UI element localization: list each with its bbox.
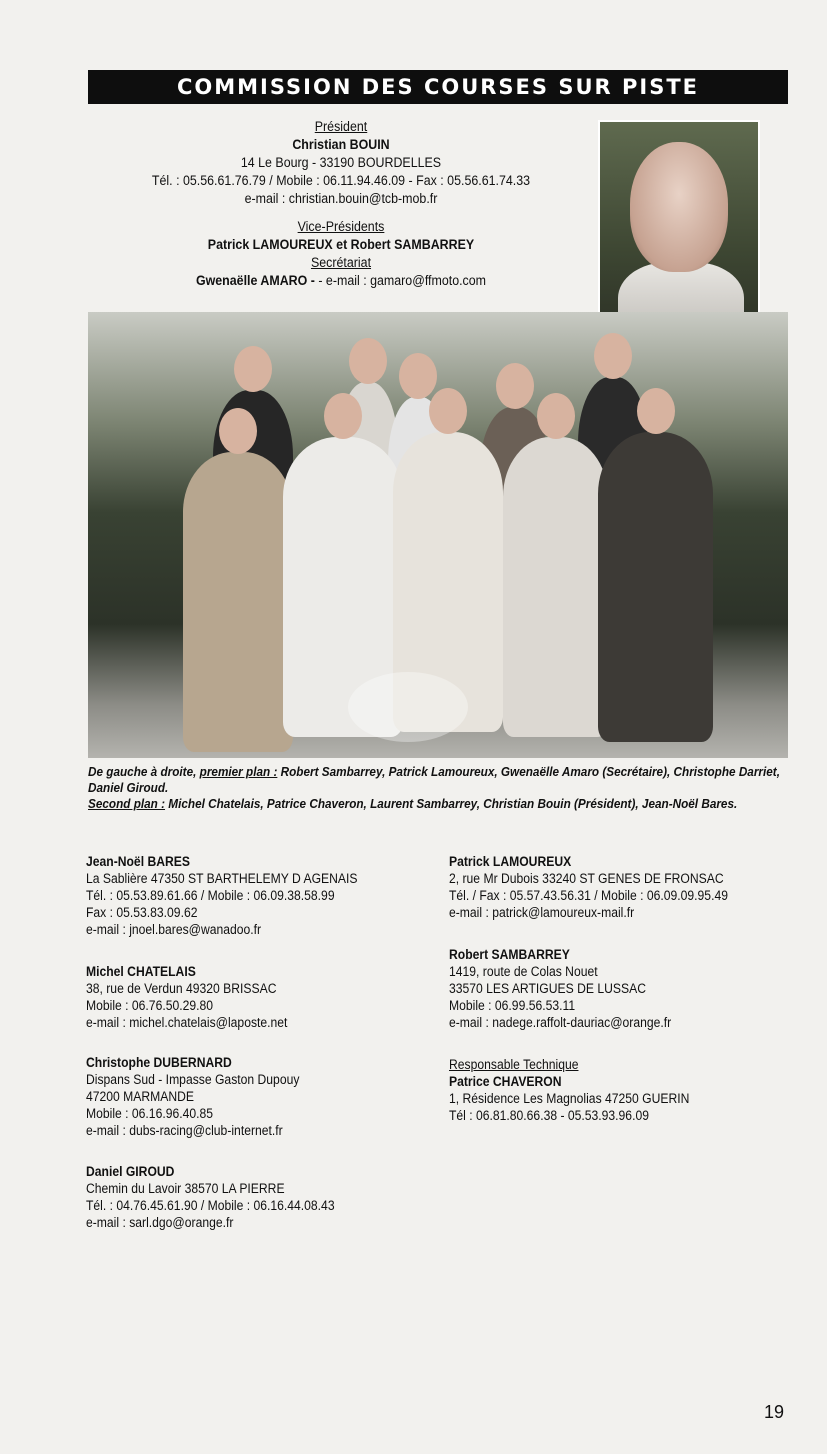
technical-address: 1, Résidence Les Magnolias 47250 GUERIN — [449, 1091, 690, 1106]
president-phones: Tél. : 05.56.61.76.79 / Mobile : 06.11.94.46.09 - Fax : 05.56.61.74.33 — [151, 173, 531, 188]
contact-line: Mobile : 06.76.50.29.80 — [86, 998, 213, 1013]
technical-role: Responsable Technique — [449, 1057, 579, 1072]
contact-line: 38, rue de Verdun 49320 BRISSAC — [86, 981, 277, 996]
contact-line: Mobile : 06.99.56.53.11 — [449, 998, 576, 1013]
watermark-logo — [348, 672, 468, 742]
contact-line: Tél. : 04.76.45.61.90 / Mobile : 06.16.44.08.43 — [86, 1198, 335, 1213]
contact-line: La Sablière 47350 ST BARTHELEMY D AGENAIS — [86, 871, 358, 886]
contact-card — [86, 853, 357, 938]
vice-presidents-names: Patrick LAMOUREUX et Robert SAMBARREY — [207, 237, 475, 252]
contact-line: Chemin du Lavoir 38570 LA PIERRE — [86, 1181, 285, 1196]
contact-name: Michel CHATELAIS — [86, 964, 196, 979]
contact-line: Tél. / Fax : 05.57.43.56.31 / Mobile : 06.09.09.95.49 — [449, 888, 728, 903]
technical-contact-card — [449, 1056, 689, 1124]
contact-line: Fax : 05.53.83.09.62 — [86, 905, 198, 920]
caption-prefix: De gauche à droite, — [88, 765, 200, 779]
contact-line: 33570 LES ARTIGUES DE LUSSAC — [449, 981, 646, 996]
caption-first-plan-label: premier plan : — [199, 765, 278, 779]
contact-card — [86, 963, 287, 1031]
contact-name: Christophe DUBERNARD — [86, 1055, 232, 1070]
president-role: Président — [314, 119, 368, 134]
technical-phones: Tél : 06.81.80.66.38 - 05.53.93.96.09 — [449, 1108, 649, 1123]
board-header — [108, 118, 574, 290]
contact-line: e-mail : michel.chatelais@laposte.net — [86, 1015, 288, 1030]
secretariat-line — [108, 272, 574, 290]
vice-presidents-role: Vice-Présidents — [297, 219, 385, 234]
contact-card — [86, 1163, 335, 1231]
contact-card — [449, 853, 728, 921]
president-portrait-photo — [598, 120, 760, 343]
contact-card — [86, 1054, 299, 1139]
contact-line: 2, rue Mr Dubois 33240 ST GENES DE FRONSAC — [449, 871, 724, 886]
contact-line: Tél. : 05.53.89.61.66 / Mobile : 06.09.38.58.99 — [86, 888, 335, 903]
contact-name: Jean-Noël BARES — [86, 854, 190, 869]
caption-second-plan-label: Second plan : — [88, 797, 166, 811]
contact-name: Daniel GIROUD — [86, 1164, 175, 1179]
page-number: 19 — [764, 1402, 785, 1422]
contact-name: Robert SAMBARREY — [449, 947, 570, 962]
group-photo — [88, 312, 788, 758]
photo-caption — [88, 764, 788, 812]
secretariat-name: Gwenaëlle AMARO - — [195, 273, 315, 288]
contact-name: Patrick LAMOUREUX — [449, 854, 572, 869]
contact-line: e-mail : jnoel.bares@wanadoo.fr — [86, 922, 262, 937]
contact-line: e-mail : nadege.raffolt-dauriac@orange.fr — [449, 1015, 672, 1030]
president-email: e-mail : christian.bouin@tcb-mob.fr — [244, 191, 438, 206]
contact-line: 47200 MARMANDE — [86, 1089, 195, 1104]
contact-line: Mobile : 06.16.96.40.85 — [86, 1106, 213, 1121]
contact-line: e-mail : sarl.dgo@orange.fr — [86, 1215, 234, 1230]
page-title: COMMISSION DES COURSES SUR PISTE — [88, 70, 788, 104]
technical-name: Patrice CHAVERON — [449, 1074, 562, 1089]
president-name: Christian BOUIN — [292, 137, 390, 152]
president-address: 14 Le Bourg - 33190 BOURDELLES — [240, 155, 442, 170]
contact-line: e-mail : patrick@lamoureux-mail.fr — [449, 905, 635, 920]
caption-second-plan-text: Michel Chatelais, Patrice Chaveron, Laurent Sambarrey, Christian Bouin (Président), Jean-Noël Bares. — [165, 797, 738, 811]
caption-first-plan-text: Robert Sambarrey, Patrick Lamoureux, Gwenaëlle Amaro (Secrétaire), Christophe Darriet, Daniel Giroud. — [88, 765, 780, 795]
contact-line: e-mail : dubs-racing@club-internet.fr — [86, 1123, 283, 1138]
secretariat-role: Secrétariat — [310, 255, 372, 270]
secretariat-email: - e-mail : gamaro@ffmoto.com — [314, 273, 487, 288]
contact-card — [449, 946, 671, 1031]
contact-line: Dispans Sud - Impasse Gaston Dupouy — [86, 1072, 300, 1087]
contact-line: 1419, route de Colas Nouet — [449, 964, 598, 979]
